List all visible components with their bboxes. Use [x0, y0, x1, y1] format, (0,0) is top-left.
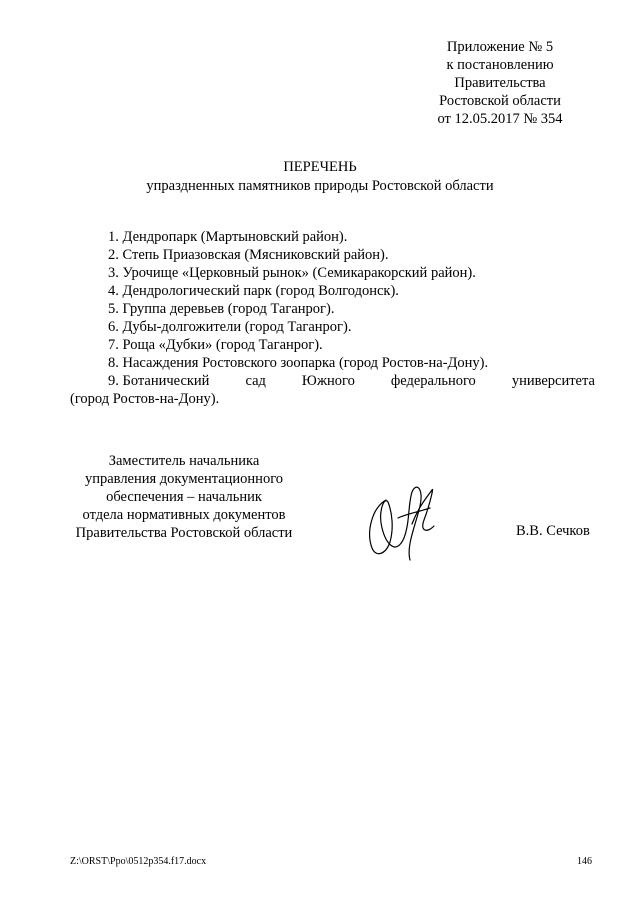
page-number: 146	[577, 856, 592, 867]
signer-role-line: отдела нормативных документов	[82, 507, 286, 523]
title-subtitle: упраздненных памятников природы Ростовской области	[146, 178, 494, 194]
annex-line: Приложение № 5	[446, 39, 554, 55]
signer-name: В.В. Сечков	[516, 523, 590, 539]
list-item: 2. Степь Приазовская (Мясниковский район).	[108, 247, 389, 263]
list-item-9-word: сад	[245, 373, 266, 389]
list-item: 8. Насаждения Ростовского зоопарка (город Ростов-на-Дону).	[108, 355, 489, 371]
signer-role	[66, 452, 302, 542]
signer-role-line: управления документационного	[84, 471, 284, 487]
list-item-9-word: 9. Ботанический	[108, 373, 210, 389]
annex-line: к постановлению	[446, 57, 554, 73]
list-item: 4. Дендрологический парк (город Волгодонск).	[108, 283, 399, 299]
list-item-9	[70, 372, 595, 390]
annex-line: Ростовской области	[439, 93, 561, 109]
list-item: 6. Дубы-долгожители (город Таганрог).	[108, 319, 352, 335]
list-item: 3. Урочище «Церковный рынок» (Семикаракорский район).	[108, 265, 476, 281]
list-item-9-word: федерального	[390, 373, 476, 389]
handwritten-signature	[360, 468, 440, 568]
signer-role-line: Заместитель начальника	[108, 453, 260, 469]
annex-block	[400, 38, 600, 128]
title-heading: ПЕРЕЧЕНЬ	[283, 159, 357, 175]
list-item: 5. Группа деревьев (город Таганрог).	[108, 301, 335, 317]
list-item: 1. Дендропарк (Мартыновский район).	[108, 229, 348, 245]
monuments-list	[70, 228, 595, 408]
document-title	[0, 158, 640, 196]
list-item-9-word: Южного	[301, 373, 355, 389]
annex-line: Правительства	[454, 75, 546, 91]
signer-role-line: обеспечения – начальник	[106, 489, 262, 505]
list-item: 7. Роща «Дубки» (город Таганрог).	[108, 337, 323, 353]
list-item-9-continuation: (город Ростов-на-Дону).	[70, 391, 220, 407]
footer-file-path: Z:\ORST\Ppo\0512p354.f17.docx	[70, 856, 207, 867]
list-item-9-word: университета	[511, 373, 595, 389]
signer-role-line: Правительства Ростовской области	[75, 525, 293, 541]
annex-line: от 12.05.2017 № 354	[437, 111, 563, 127]
